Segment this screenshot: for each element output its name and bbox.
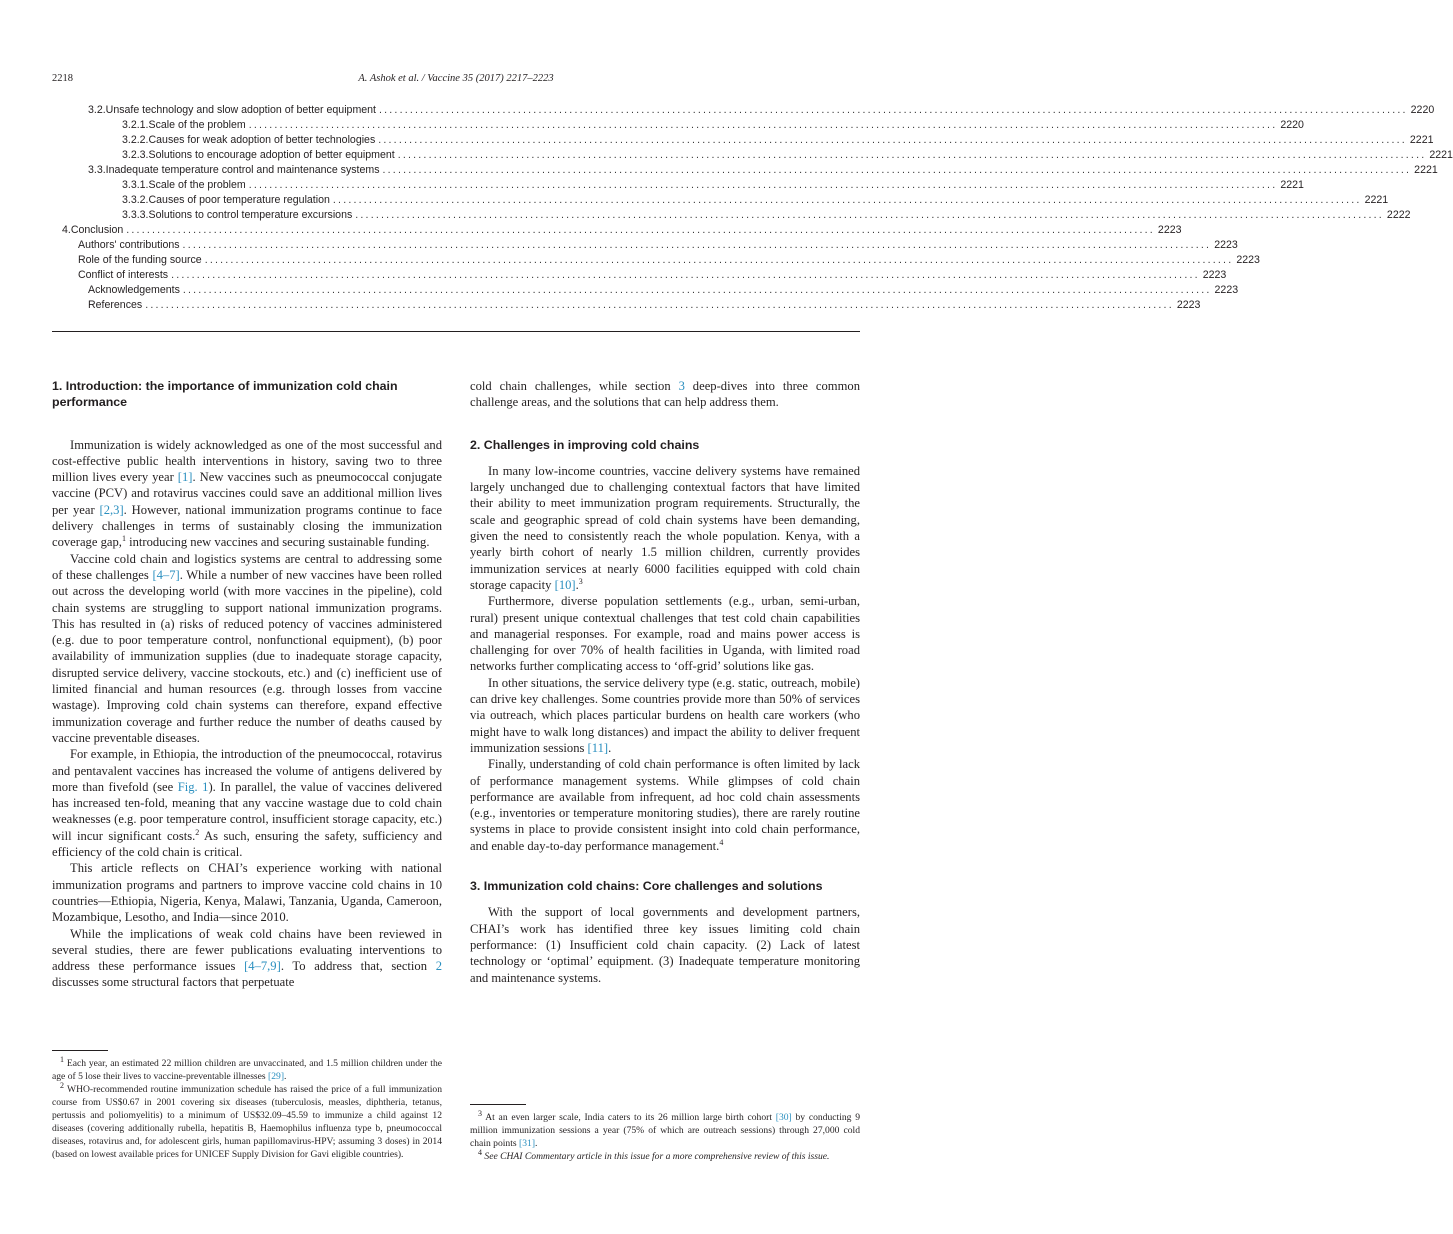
toc-label: Scale of the problem xyxy=(148,179,246,191)
toc-leader-dots: ........................................................................................................................................................................................................ xyxy=(126,224,1155,236)
continuation-paragraph xyxy=(470,378,860,411)
toc-entry[interactable] xyxy=(52,268,1227,283)
text-run: . xyxy=(575,577,579,592)
toc-page: 2220 xyxy=(1410,104,1435,116)
footnote-list xyxy=(470,1108,860,1163)
toc-leader-dots: ........................................................................................................................................................................................................ xyxy=(182,284,1212,296)
toc-entry[interactable] xyxy=(52,103,1435,118)
toc-page: 2223 xyxy=(1157,224,1182,236)
toc-number: 4. xyxy=(62,224,71,236)
text-run: . To address that, section xyxy=(280,959,436,974)
toc-entry[interactable] xyxy=(52,208,1411,223)
toc-page: 2223 xyxy=(1214,239,1238,251)
text-run: introducing new vaccines and securing sustainable funding. xyxy=(125,535,430,550)
toc-leader-dots: ........................................................................................................................................................................................................ xyxy=(145,299,1174,311)
toc-label: Conflict of interests xyxy=(78,269,169,281)
toc-label: Inadequate temperature control and maintenance systems xyxy=(105,164,380,176)
citation-link[interactable]: [31] xyxy=(519,1138,536,1149)
text-run: . New vaccines such as pneumococcal conjugate vaccine (PCV) and rotavirus vaccines could save an additional million lives per year xyxy=(52,470,442,517)
text-run: In other situations, the service delivery type (e.g. static, outreach, mobile) can drive key challenges. Some countries provide more than 50% of services via outreach, which places particular burdens on health care workers (who might have to walk long distances) and impact the ability to deliver frequent immunization sessions xyxy=(470,675,860,755)
paragraph xyxy=(470,756,860,854)
section-heading-2: 2. Challenges in improving cold chains xyxy=(470,437,700,452)
footnote-marker: 2 xyxy=(60,1080,64,1090)
citation-link[interactable]: [4–7] xyxy=(152,567,180,582)
text-run: At an even larger scale, India caters to its 26 million large birth cohort xyxy=(482,1112,776,1123)
toc-leader-dots: ........................................................................................................................................................................................................ xyxy=(171,269,1200,281)
toc-number: 3.3.3. xyxy=(122,209,149,221)
paragraph xyxy=(470,1108,860,1150)
toc-entry[interactable] xyxy=(52,283,1239,298)
left-column xyxy=(52,378,442,991)
toc-page: 2223 xyxy=(1236,254,1260,266)
section-heading-1: 1. Introduction: the importance of immunization cold chain performance xyxy=(52,379,398,410)
right-column xyxy=(470,378,860,986)
toc-label: Solutions to control temperature excursions xyxy=(148,209,353,221)
paragraph xyxy=(470,1147,860,1163)
text-run: cold chain challenges, while section xyxy=(470,379,679,393)
citation-link[interactable]: [11] xyxy=(587,740,609,755)
text-run: . xyxy=(608,740,612,755)
citation-link[interactable]: 2 xyxy=(435,959,442,974)
footnote-list xyxy=(52,1054,442,1161)
toc-page: 2223 xyxy=(1202,269,1227,281)
section-3-body xyxy=(470,904,860,985)
toc-entry[interactable] xyxy=(52,223,1182,238)
text-run: . However, national immunization programs continue to face delivery challenges in terms of sustainably closing the immunization coverage gap, xyxy=(52,502,442,550)
journal-citation: A. Ashok et al. / Vaccine 35 (2017) 2217–2223 xyxy=(358,73,554,84)
toc-page: 2223 xyxy=(1214,284,1239,296)
section-2-body xyxy=(470,463,860,854)
toc-leader-dots: ........................................................................................................................................................................................................ xyxy=(378,134,1407,146)
toc-number: 3.2.3. xyxy=(122,149,149,161)
text-run: Immunization is widely acknowledged as one of the most successful and cost-effective public health interventions in history, saving two to three million lives every year xyxy=(52,437,442,485)
toc-page: 2221 xyxy=(1414,164,1438,176)
citation-link[interactable]: [4–7,9] xyxy=(244,959,281,974)
left-footnotes xyxy=(52,1050,442,1161)
footnote-marker: 1 xyxy=(121,534,126,544)
paragraph xyxy=(52,551,442,747)
text-run: . xyxy=(535,1138,538,1149)
toc-label: Causes of poor temperature regulation xyxy=(148,194,330,206)
toc-leader-dots: ........................................................................................................................................................................................................ xyxy=(382,164,1412,176)
toc-leader-dots: ........................................................................................................................................................................................................ xyxy=(182,239,1212,251)
paragraph xyxy=(470,463,860,593)
paragraph xyxy=(470,904,860,985)
footnote-rule xyxy=(52,1050,108,1051)
footnote-marker: 3 xyxy=(578,576,583,586)
toc-leader-dots: ........................................................................................................................................................................................................ xyxy=(204,254,1234,266)
text-run: . xyxy=(284,1071,287,1082)
text-run: As such, ensuring the safety, sufficiency and efficiency of the cold chain is critical. xyxy=(52,828,442,860)
toc-number: 3.2. xyxy=(88,104,106,116)
text-run: This article reflects on CHAI’s experience working with national immunization programs and partners to improve vaccine cold chains in 10 countries—Ethiopia, Nigeria, Kenya, Malawi, Tanzania, Uganda, Cameroon, Mozambique, Lesotho, and India—since 2010. xyxy=(52,861,442,925)
text-run: . While a number of new vaccines have been rolled out across the developing world (with more vaccines in the pipeline), cold chain systems are struggling to support national immunization programs. This has resulted in (a) risks of reduced potency of vaccines administered (e.g. due to poor temperature control, nonfunctional equipment), (b) poor availability of immunization supplies (due to inadequate storage capacity, disrupted service delivery, vaccine stockouts, etc.) and (c) inefficient use of limited financial and human resources (e.g. through losses from vaccine wastage). Improving cold chain systems can therefore, expand effective immunization coverage and further reduce the number of deaths caused by vaccine preventable diseases. xyxy=(52,567,442,745)
toc-number: 3.2.1. xyxy=(122,119,149,131)
toc-page: 2221 xyxy=(1364,194,1389,206)
paragraph xyxy=(52,746,442,860)
toc-entry[interactable] xyxy=(52,133,1434,148)
citation-link[interactable]: Fig. 1 xyxy=(177,779,209,794)
text-run: While the implications of weak cold chains have been reviewed in several studies, there are fewer publications evaluating interventions to address these performance issues xyxy=(52,926,442,974)
paragraph xyxy=(52,1080,442,1161)
citation-link[interactable]: [10] xyxy=(554,577,576,592)
paragraph xyxy=(52,860,442,925)
toc-page: 2221 xyxy=(1429,149,1453,161)
toc-entry[interactable] xyxy=(52,118,1304,133)
toc-label: Unsafe technology and slow adoption of better equipment xyxy=(105,104,376,116)
toc-label: Solutions to encourage adoption of better equipment xyxy=(148,149,395,161)
left-body xyxy=(52,437,442,991)
table-of-contents xyxy=(52,103,1453,313)
toc-leader-dots: ........................................................................................................................................................................................................ xyxy=(379,104,1408,116)
toc-label: Scale of the problem xyxy=(148,119,246,131)
paragraph xyxy=(470,675,860,756)
text-run: Each year, an estimated 22 million children are unvaccinated, and 1.5 million children under the age of 5 lose their lives to vaccine-preventable illnesses xyxy=(52,1058,442,1082)
toc-label: Conclusion xyxy=(70,224,124,236)
toc-entry[interactable] xyxy=(52,178,1304,193)
citation-link[interactable]: 3 xyxy=(678,379,685,393)
footnote-rule xyxy=(470,1104,526,1105)
toc-label: Role of the funding source xyxy=(78,254,202,266)
toc-page: 2220 xyxy=(1280,119,1304,131)
toc-leader-dots: ........................................................................................................................................................................................................ xyxy=(332,194,1362,206)
toc-page: 2221 xyxy=(1280,179,1304,191)
citation-link[interactable]: [29] xyxy=(268,1071,285,1082)
toc-number: 3.2.2. xyxy=(122,134,149,146)
footnote-marker: 3 xyxy=(478,1108,482,1118)
right-footnotes xyxy=(470,1104,860,1163)
text-run: Furthermore, diverse population settlements (e.g., urban, semi-urban, rural) present unique contextual challenges that test cold chain capabilities and managerial responses. For example, road and mains power access is challenging for over 70% of health facilities in Uganda, with limited road networks further complicating access to ‘off-grid’ solutions like gas. xyxy=(470,594,860,674)
text-run: deep-dives into three common challenge areas, and the solutions that can help address them. xyxy=(470,379,860,410)
text-run: Vaccine cold chain and logistics systems are central to addressing some of these challenges xyxy=(52,551,442,582)
paragraph xyxy=(52,926,442,991)
page-number: 2218 xyxy=(52,73,73,84)
text-run: discusses some structural factors that perpetuate xyxy=(52,975,295,990)
toc-label: References xyxy=(88,299,143,311)
toc-leader-dots: ........................................................................................................................................................................................................ xyxy=(355,209,1384,221)
text-run: In many low-income countries, vaccine delivery systems have remained largely unchanged due to challenging contextual factors that have limited their ability to meet immunization program requirements. Structurally, the scale and geographic spread of cold chain systems have been demanding, given the need to consistently reach the whole population. Kenya, with a yearly birth cohort of nearly 1.5 million children, currently provides immunization services at nearly 6000 facilities equipped with cold chain storage capacity xyxy=(470,463,860,592)
paragraph xyxy=(470,593,860,674)
text-run: With the support of local governments and development partners, CHAI’s work has identified three key issues limiting cold chain performance: (1) Insufficient cold chain capacity. (2) Lack of latest technology or ‘optimal’ equipment. (3) Inadequate temperature monitoring and maintenance systems. xyxy=(470,905,860,985)
text-run: WHO-recommended routine immunization schedule has raised the price of a full immunization course from US$0.67 in 2001 covering six diseases (tuberculosis, measles, diphtheria, tetanus, pertussis and poliomyelitis) to a minimum of US$32.09–45.59 to immunize a child against 12 diseases (covering additionally rubella, hepatitis B, Haemophilus influenza type b, pneumococcal diseases, rotavirus and, for adolescent girls, human papillomavirus-HPV; assuming 3 doses) in 2014 (based on lowest available prices for UNICEF Supply Division for Gavi eligible countries). xyxy=(52,1084,442,1160)
toc-entry[interactable] xyxy=(52,253,1260,268)
text-run: Finally, understanding of cold chain performance is often limited by lack of performance management systems. While glimpses of cold chain performance are available from infrequent, ad hoc cold chain assessments (e.g., inventories or temperature monitoring studies), there are rarely routine systems in place to provide consistent insight into cold chain performance, and enable day-to-day performance management. xyxy=(470,757,860,853)
footnote-marker: 1 xyxy=(60,1054,64,1064)
footnote-marker: 2 xyxy=(195,827,200,837)
text-run: by conducting 9 million immunization sessions a year (75% of which are outreach sessions) through 27,000 cold chain points xyxy=(470,1112,860,1149)
text-run: ). In parallel, the value of vaccines delivered has increased ten-fold, meaning that any vaccine wastage due to cold chain weaknesses (e.g. poor temperature control, insufficient storage capacity, etc.) will incur significant costs. xyxy=(52,779,442,843)
toc-entry[interactable] xyxy=(52,193,1389,208)
toc-label: Causes for weak adoption of better technologies xyxy=(148,134,376,146)
text-run: For example, in Ethiopia, the introduction of the pneumococcal, rotavirus and pentavalent vaccines has increased the volume of antigens delivered by more than fivefold (see xyxy=(52,747,442,794)
toc-entry[interactable] xyxy=(52,163,1438,178)
toc-page: 2221 xyxy=(1409,134,1434,146)
toc-leader-dots: ........................................................................................................................................................................................................ xyxy=(248,179,1278,191)
citation-link[interactable]: [1] xyxy=(177,470,193,485)
citation-link[interactable]: [2,3] xyxy=(99,502,124,517)
toc-number: 3.3. xyxy=(88,164,106,176)
paragraph xyxy=(52,1054,442,1083)
toc-number: 3.3.2. xyxy=(122,194,149,206)
footnote-marker: 4 xyxy=(719,837,724,847)
toc-entry[interactable] xyxy=(52,298,1201,313)
toc-leader-dots: ........................................................................................................................................................................................................ xyxy=(397,149,1427,161)
paragraph xyxy=(52,437,442,551)
toc-label: Authors' contributions xyxy=(78,239,180,251)
toc-divider xyxy=(52,331,860,332)
italic-text: See CHAI Commentary article in this issue for a more comprehensive review of this issue. xyxy=(482,1151,830,1162)
toc-page: 2222 xyxy=(1386,209,1411,221)
toc-leader-dots: ........................................................................................................................................................................................................ xyxy=(248,119,1278,131)
citation-link[interactable]: [30] xyxy=(775,1112,792,1123)
footnote-marker: 4 xyxy=(478,1147,482,1157)
toc-entry[interactable] xyxy=(52,148,1453,163)
toc-page: 2223 xyxy=(1176,299,1201,311)
toc-label: Acknowledgements xyxy=(88,284,180,296)
toc-entry[interactable] xyxy=(52,238,1238,253)
section-heading-3: 3. Immunization cold chains: Core challenges and solutions xyxy=(470,879,823,894)
toc-number: 3.3.1. xyxy=(122,179,149,191)
